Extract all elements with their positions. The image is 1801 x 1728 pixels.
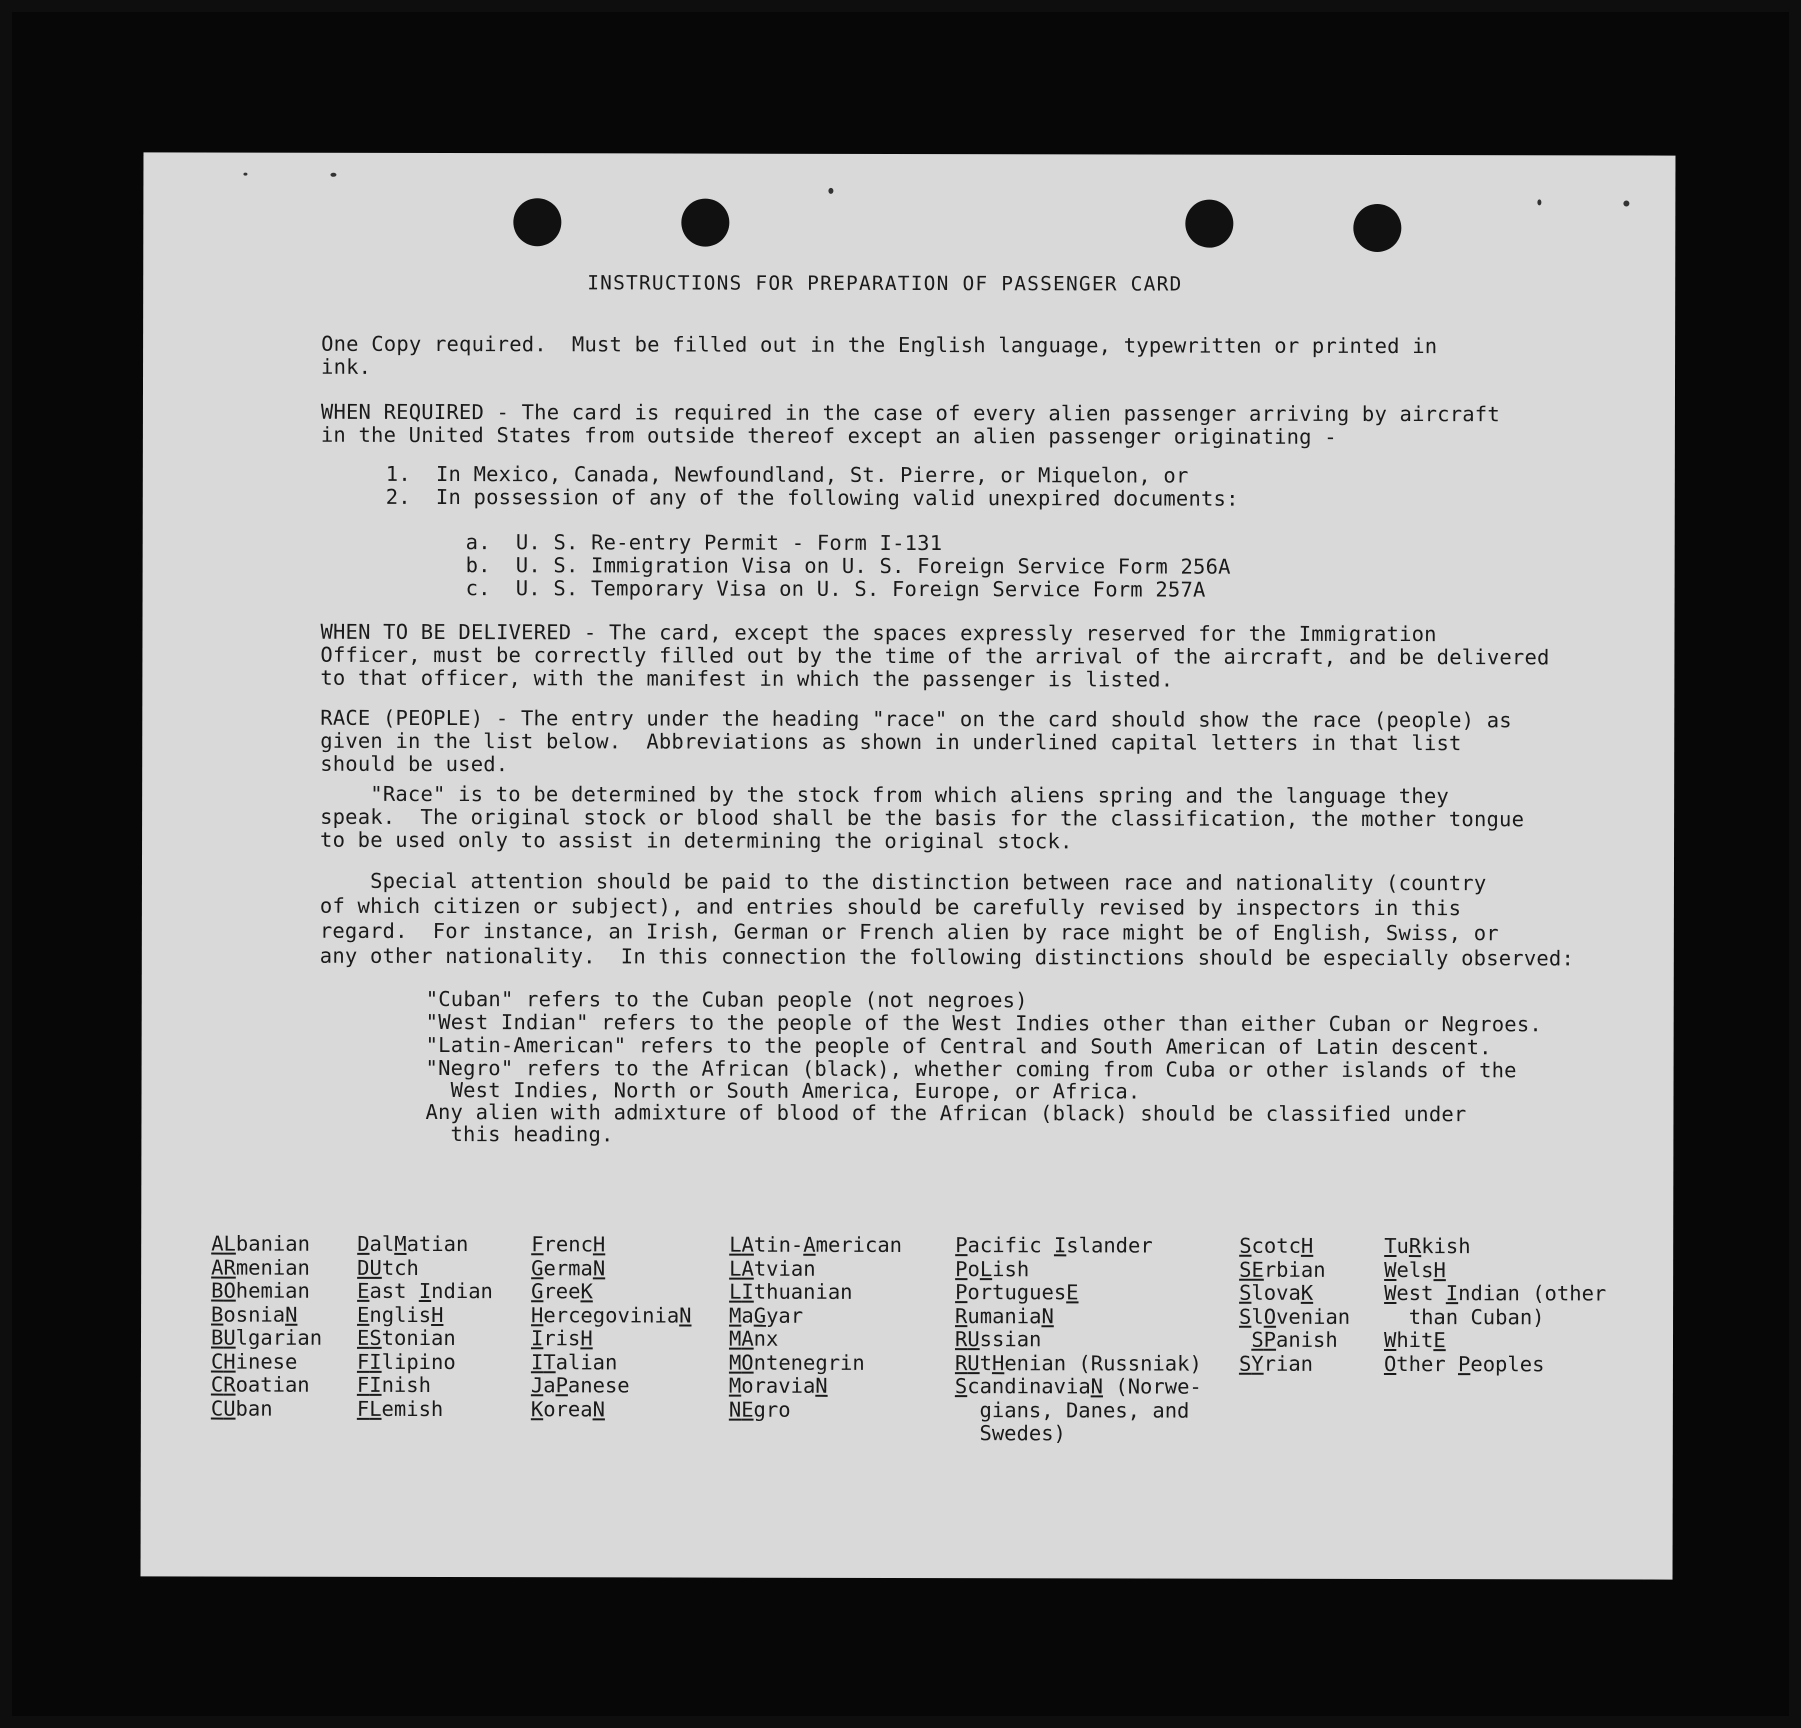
passenger-card-instructions-page <box>141 152 1676 1579</box>
intro-line: One Copy required. Must be filled out in the English language, typewritten or printed in <box>321 331 1438 359</box>
race-entry: than Cuban) <box>1408 1304 1545 1329</box>
document-item: a. U. S. Re-entry Permit - Form I-131 <box>465 530 943 556</box>
punch-hole <box>513 198 561 246</box>
race-column <box>1384 1235 1606 1376</box>
race-entry: SErbian <box>1239 1257 1326 1282</box>
paper-speck <box>243 173 247 176</box>
race-entry: NEgro <box>728 1397 791 1422</box>
race-entry: GermaN <box>531 1255 606 1280</box>
race-entry: PoLish <box>955 1256 1030 1281</box>
condition-item: 2. In possession of any of the following valid unexpired documents: <box>385 484 1239 511</box>
distinction-line: "Cuban" refers to the Cuban people (not negroes) <box>425 986 1028 1013</box>
when-required-line: WHEN REQUIRED - The card is required in the case of every alien passenger arriving by aircraft <box>320 399 1500 427</box>
distinction-line: "Latin-American" refers to the people of Central and South American of Latin descent. <box>425 1032 1492 1060</box>
race-entry: gians, Danes, and <box>979 1397 1190 1423</box>
condition-item: 1. In Mexico, Canada, Newfoundland, St. Pierre, or Miquelon, or <box>385 461 1189 488</box>
race-people-line: should be used. <box>320 751 509 777</box>
paper-speck <box>1623 200 1629 206</box>
race-entry: BUlgarian <box>210 1325 323 1350</box>
special-attention-line: any other nationality. In this connection the following distinctions should be especially observed: <box>319 943 1575 971</box>
race-entry: FLemish <box>356 1396 444 1421</box>
race-entry: FIlipino <box>356 1349 456 1374</box>
special-attention-line: Special attention should be paid to the distinction between race and nationality (country <box>319 868 1487 896</box>
race-entry: ITalian <box>530 1349 618 1374</box>
distinction-line: "West Indian" refers to the people of the West Indies other than either Cuban or Negroes. <box>425 1009 1542 1037</box>
race-entry: LAtin-American <box>729 1232 903 1257</box>
race-entry: WelsH <box>1384 1257 1446 1282</box>
race-entry: RumaniaN <box>955 1303 1054 1328</box>
race-entry: RUssian <box>954 1327 1042 1352</box>
race-entry: MoraviaN <box>728 1373 828 1398</box>
race-people-line: RACE (PEOPLE) - The entry under the heading "race" on the card should show the race (people) as <box>320 705 1512 733</box>
race-entry: TuRkish <box>1384 1233 1471 1259</box>
race-entry: MAnx <box>728 1326 779 1351</box>
race-entry: Swedes) <box>979 1421 1066 1446</box>
race-entry: SlovaK <box>1239 1280 1314 1305</box>
race-definition-line: "Race" is to be determined by the stock from which aliens spring and the language they <box>320 781 1449 809</box>
race-entry: CUban <box>210 1396 273 1421</box>
race-definition-line: to be used only to assist in determining the original stock. <box>320 827 1073 854</box>
race-entry: RUtHenian (Russniak) <box>954 1350 1202 1376</box>
race-entry: Other Peoples <box>1383 1351 1545 1376</box>
when-delivered-line: Officer, must be correctly filled out by the time of the arrival of the aircraft, and be delivered <box>320 642 1550 670</box>
race-column <box>531 1233 692 1421</box>
intro-line: ink. <box>321 354 372 379</box>
race-column <box>1239 1235 1350 1376</box>
race-column <box>955 1234 1202 1446</box>
special-attention-line: of which citizen or subject), and entries should be carefully revised by inspectors in this <box>319 893 1462 921</box>
race-entry: ALbanian <box>211 1231 310 1256</box>
race-column <box>357 1233 493 1421</box>
race-entry: FrencH <box>531 1232 606 1257</box>
when-delivered-line: to that officer, with the manifest in which the passenger is listed. <box>320 665 1174 692</box>
race-column <box>211 1233 322 1421</box>
paper-speck <box>330 173 336 177</box>
race-entry: CHinese <box>210 1349 298 1374</box>
race-entry: JaPanese <box>530 1373 630 1398</box>
distinction-line: Any alien with admixture of blood of the African (black) should be classified under <box>425 1099 1467 1127</box>
race-entry: MOntenegrin <box>728 1350 865 1375</box>
punch-hole <box>1353 204 1401 252</box>
race-entry: DalMatian <box>357 1231 469 1257</box>
race-entry: DUtch <box>357 1255 419 1280</box>
special-attention-line: regard. For instance, an Irish, German or French alien by race might be of English, Swiss, or <box>319 918 1499 946</box>
race-entry: SYrian <box>1238 1351 1314 1376</box>
race-entry: East Indian <box>357 1278 493 1304</box>
paper-speck <box>828 188 833 194</box>
race-entry: KoreaN <box>530 1396 605 1421</box>
when-delivered-line: WHEN TO BE DELIVERED - The card, except the spaces expressly reserved for the Immigration <box>320 619 1437 647</box>
punch-hole <box>1185 200 1233 248</box>
distinction-line: this heading. <box>425 1121 614 1147</box>
race-entry: CRoatian <box>210 1372 310 1397</box>
document-title: INSTRUCTIONS FOR PREPARATION OF PASSENGER CARD <box>587 271 1183 296</box>
distinction-line: "Negro" refers to the African (black), whether coming from Cuba or other islands of the <box>425 1055 1517 1083</box>
race-entry: SPanish <box>1251 1327 1338 1352</box>
race-entry: LIthuanian <box>729 1279 853 1304</box>
race-entry: BosniaN <box>211 1302 298 1327</box>
race-entry: West Indian (other <box>1384 1280 1607 1306</box>
race-entry: HercegoviniaN <box>531 1302 692 1328</box>
race-entry: Pacific Islander <box>955 1233 1153 1258</box>
document-item: c. U. S. Temporary Visa on U. S. Foreign Service Form 257A <box>465 576 1206 602</box>
race-entry: EnglisH <box>357 1302 444 1327</box>
paper-speck <box>1537 199 1541 205</box>
race-entry: WhitE <box>1383 1327 1446 1353</box>
race-entry: MaGyar <box>729 1303 804 1328</box>
document-item: b. U. S. Immigration Visa on U. S. Foreign Service Form 256A <box>465 553 1231 579</box>
race-entry: FInish <box>356 1372 431 1398</box>
race-entry: ScotcH <box>1239 1233 1314 1258</box>
race-entry: ScandinaviaN (Norwe- <box>954 1374 1202 1399</box>
race-people-line: given in the list below. Abbreviations as shown in underlined capital letters in that list <box>320 728 1462 756</box>
distinction-line: West Indies, North or South America, Europe, or Africa. <box>425 1077 1141 1104</box>
punch-hole <box>681 199 729 247</box>
race-entry: LAtvian <box>729 1256 816 1281</box>
race-entry: IrisH <box>530 1326 593 1351</box>
race-entry: ARmenian <box>211 1255 310 1280</box>
race-entry: BOhemian <box>211 1278 310 1303</box>
race-entry: SlOvenian <box>1239 1304 1351 1329</box>
race-entry: GreeK <box>531 1279 593 1304</box>
race-entry: EStonian <box>356 1325 456 1351</box>
race-column <box>729 1234 902 1422</box>
race-entry: PortuguesE <box>955 1280 1079 1305</box>
race-definition-line: speak. The original stock or blood shall be the basis for the classification, the mother tongue <box>320 804 1525 832</box>
when-required-line: in the United States from outside thereof except an alien passenger originating - <box>320 422 1337 449</box>
